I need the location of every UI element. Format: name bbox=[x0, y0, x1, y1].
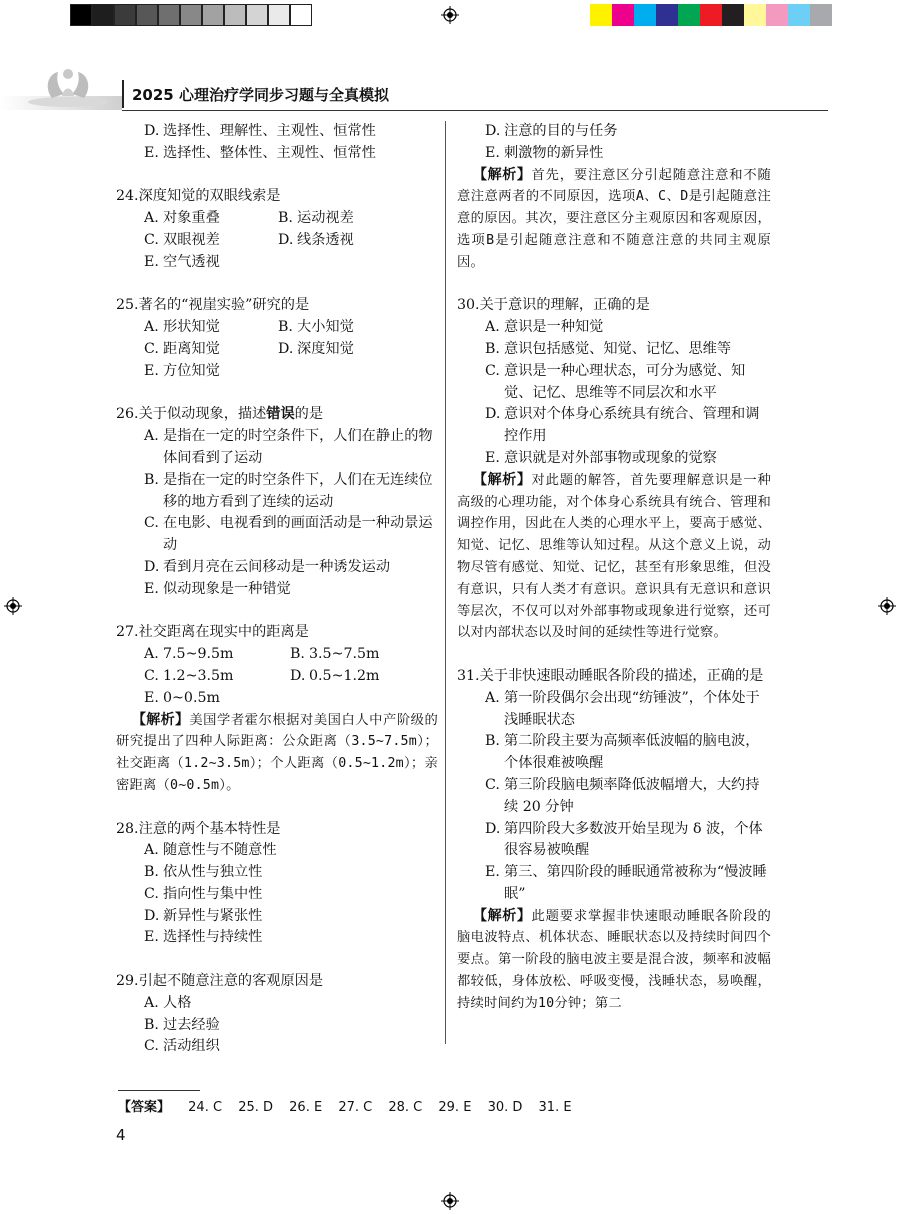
option: A. 随意性与不随意性 bbox=[144, 842, 277, 859]
publisher-logo-icon bbox=[22, 62, 114, 108]
option: B. 依从性与独立性 bbox=[144, 864, 263, 881]
answer-rule bbox=[118, 1090, 200, 1091]
question-31: 31. 关于非快速眼动睡眠各阶段的描述，正确的是 bbox=[457, 667, 764, 684]
option: C. 活动组织 bbox=[144, 1038, 220, 1055]
header-separator bbox=[122, 80, 124, 108]
right-column bbox=[457, 121, 771, 1015]
option-row: A. 对象重叠 B. 运动视差 bbox=[144, 210, 354, 227]
registration-mark-icon bbox=[4, 597, 22, 615]
gray-swatch bbox=[136, 4, 158, 26]
color-swatch bbox=[678, 4, 700, 26]
answer-item: 28. C bbox=[388, 1100, 423, 1115]
page-number: 4 bbox=[116, 1126, 126, 1144]
question-27: 27. 社交距离在现实中的距离是 bbox=[116, 624, 309, 641]
color-strip bbox=[590, 4, 832, 26]
book-title: 2025 心理治疗学同步习题与全真模拟 bbox=[132, 86, 389, 104]
color-swatch bbox=[744, 4, 766, 26]
color-swatch bbox=[810, 4, 832, 26]
option: D. 看到月亮在云间移动是一种诱发运动 bbox=[144, 558, 391, 575]
option: E. 选择性与持续性 bbox=[144, 929, 263, 946]
option-row: A. 形状知觉 B. 大小知觉 bbox=[144, 319, 354, 336]
option: B. 是指在一定的时空条件下，人们在无连续位移的地方看到了连续的运动 bbox=[144, 471, 433, 510]
emphasis: 错误 bbox=[266, 406, 295, 423]
color-swatch bbox=[700, 4, 722, 26]
option: D. 意识对个体身心系统具有统合、管理和调控作用 bbox=[485, 406, 760, 445]
explanation: 【解析】此题要求掌握非快速眼动睡眠各阶段的脑电波特点、机体状态、睡眠状态以及持续时间四个要点。第一阶段的脑电波主要是混合波，频率和波幅都较低，身体放松、呼吸变慢，浅睡状态，易唤醒，持续时间约为10分钟；第二 bbox=[457, 907, 772, 1011]
color-swatch bbox=[722, 4, 744, 26]
option: C. 在电影、电视看到的画面活动是一种动景运动 bbox=[144, 515, 433, 554]
question-26: 26. 关于似动现象，描述错误的是 bbox=[116, 406, 324, 423]
question-30: 30. 关于意识的理解，正确的是 bbox=[457, 297, 650, 314]
gray-swatch bbox=[290, 4, 312, 26]
gray-swatch bbox=[246, 4, 268, 26]
answer-item: 25. D bbox=[238, 1100, 274, 1115]
question-25: 25. 著名的“视崖实验”研究的是 bbox=[116, 297, 310, 314]
gray-swatch bbox=[180, 4, 202, 26]
option: B. 第二阶段主要为高频率低波幅的脑电波，个体很难被唤醒 bbox=[485, 733, 760, 772]
question-28: 28. 注意的两个基本特性是 bbox=[116, 820, 281, 837]
answer-item: 30. D bbox=[487, 1100, 523, 1115]
gray-swatch bbox=[224, 4, 246, 26]
option: D. 第四阶段大多数波开始呈现为 δ 波，个体很容易被唤醒 bbox=[485, 820, 763, 859]
color-swatch bbox=[590, 4, 612, 26]
answer-item: 26. E bbox=[289, 1100, 323, 1115]
option: E. 意识就是对外部事物或现象的觉察 bbox=[485, 449, 717, 466]
option: B. 过去经验 bbox=[144, 1016, 220, 1033]
color-swatch bbox=[656, 4, 678, 26]
gray-swatch bbox=[92, 4, 114, 26]
registration-mark-icon bbox=[441, 6, 459, 24]
answer-key bbox=[118, 1096, 584, 1115]
option-row: C. 1.2~3.5m D. 0.5~1.2m bbox=[144, 667, 380, 684]
option: E. 刺激物的新异性 bbox=[485, 144, 604, 161]
registration-mark-icon bbox=[441, 1192, 459, 1210]
option: E. 似动现象是一种错觉 bbox=[144, 580, 291, 597]
color-swatch bbox=[612, 4, 634, 26]
explanation: 【解析】对此题的解答，首先要理解意识是一种高级的心理功能，对个体身心系统具有统合、管理和调控作用，因此在人类的心理水平上，要高于感觉、知觉、记忆、思维等认知过程。从这个意义上说，动物尽管有感觉、知觉、记忆，甚至有形象思维，但没有意识，只有人类才有意识。意识具有无意识和意识等层次，不仅可以对外部事物或现象进行觉察，还可以对内部状态以及时间的延续性等进行觉察。 bbox=[457, 471, 772, 641]
left-column bbox=[116, 121, 438, 1058]
option-row: C. 距离知觉 D. 深度知觉 bbox=[144, 340, 354, 357]
color-swatch bbox=[788, 4, 810, 26]
option-row: A. 7.5~9.5m B. 3.5~7.5m bbox=[144, 646, 380, 663]
answer-item: 24. C bbox=[188, 1100, 223, 1115]
option: E. 选择性、整体性、主观性、恒常性 bbox=[144, 144, 376, 161]
option: A. 人格 bbox=[144, 994, 192, 1011]
gray-swatch bbox=[268, 4, 290, 26]
column-divider bbox=[445, 121, 446, 1044]
option: C. 意识是一种心理状态，可分为感觉、知觉、记忆、思维等不同层次和水平 bbox=[485, 362, 746, 401]
gray-swatch bbox=[202, 4, 224, 26]
question-24: 24. 深度知觉的双眼线索是 bbox=[116, 188, 281, 205]
registration-mark-icon bbox=[878, 597, 896, 615]
answer-item: 29. E bbox=[438, 1100, 472, 1115]
option: E. 0~0.5m bbox=[144, 689, 220, 706]
gray-swatch bbox=[158, 4, 180, 26]
option: E. 空气透视 bbox=[144, 253, 220, 270]
option: E. 第三、第四阶段的睡眠通常被称为“慢波睡眠” bbox=[485, 864, 767, 902]
answer-item: 31. E bbox=[538, 1100, 572, 1115]
option: B. 意识包括感觉、知觉、记忆、思维等 bbox=[485, 340, 732, 357]
explanation: 【解析】美国学者霍尔根据对美国白人中产阶级的研究提出了四种人际距离：公众距离（3.5~7.5m）；社交距离（1.2~3.5m）；个人距离（0.5~1.2m）；亲密距离（0~0.5m）。 bbox=[116, 711, 438, 793]
option: E. 方位知觉 bbox=[144, 362, 220, 379]
option-row: C. 双眼视差 D. 线条透视 bbox=[144, 231, 354, 248]
option: A. 意识是一种知觉 bbox=[485, 319, 604, 336]
gray-swatch bbox=[70, 4, 92, 26]
option: D. 新异性与紧张性 bbox=[144, 907, 263, 924]
header-rule bbox=[122, 110, 828, 111]
option: D. 注意的目的与任务 bbox=[485, 123, 618, 139]
option: D. 选择性、理解性、主观性、恒常性 bbox=[144, 123, 376, 139]
color-swatch bbox=[766, 4, 788, 26]
option: A. 第一阶段偶尔会出现“纺锤波”，个体处于浅睡眠状态 bbox=[485, 689, 760, 728]
explanation: 【解析】首先，要注意区分引起随意注意和不随意注意两者的不同原因，选项A、C、D是引起随意注意的原因。其次，要注意区分主观原因和客观原因，选项B是引起随意注意和不随意注意的共同主观原因。 bbox=[457, 166, 772, 270]
gray-swatch bbox=[114, 4, 136, 26]
question-29: 29. 引起不随意注意的客观原因是 bbox=[116, 973, 324, 990]
option: C. 第三阶段脑电频率降低波幅增大，大约持续 20 分钟 bbox=[485, 776, 760, 815]
answer-label: 【答案】 bbox=[118, 1100, 171, 1115]
answer-item: 27. C bbox=[338, 1100, 373, 1115]
color-swatch bbox=[634, 4, 656, 26]
option: A. 是指在一定的时空条件下，人们在静止的物体间看到了运动 bbox=[144, 428, 433, 466]
grayscale-strip bbox=[70, 4, 312, 26]
option: C. 指向性与集中性 bbox=[144, 885, 263, 902]
